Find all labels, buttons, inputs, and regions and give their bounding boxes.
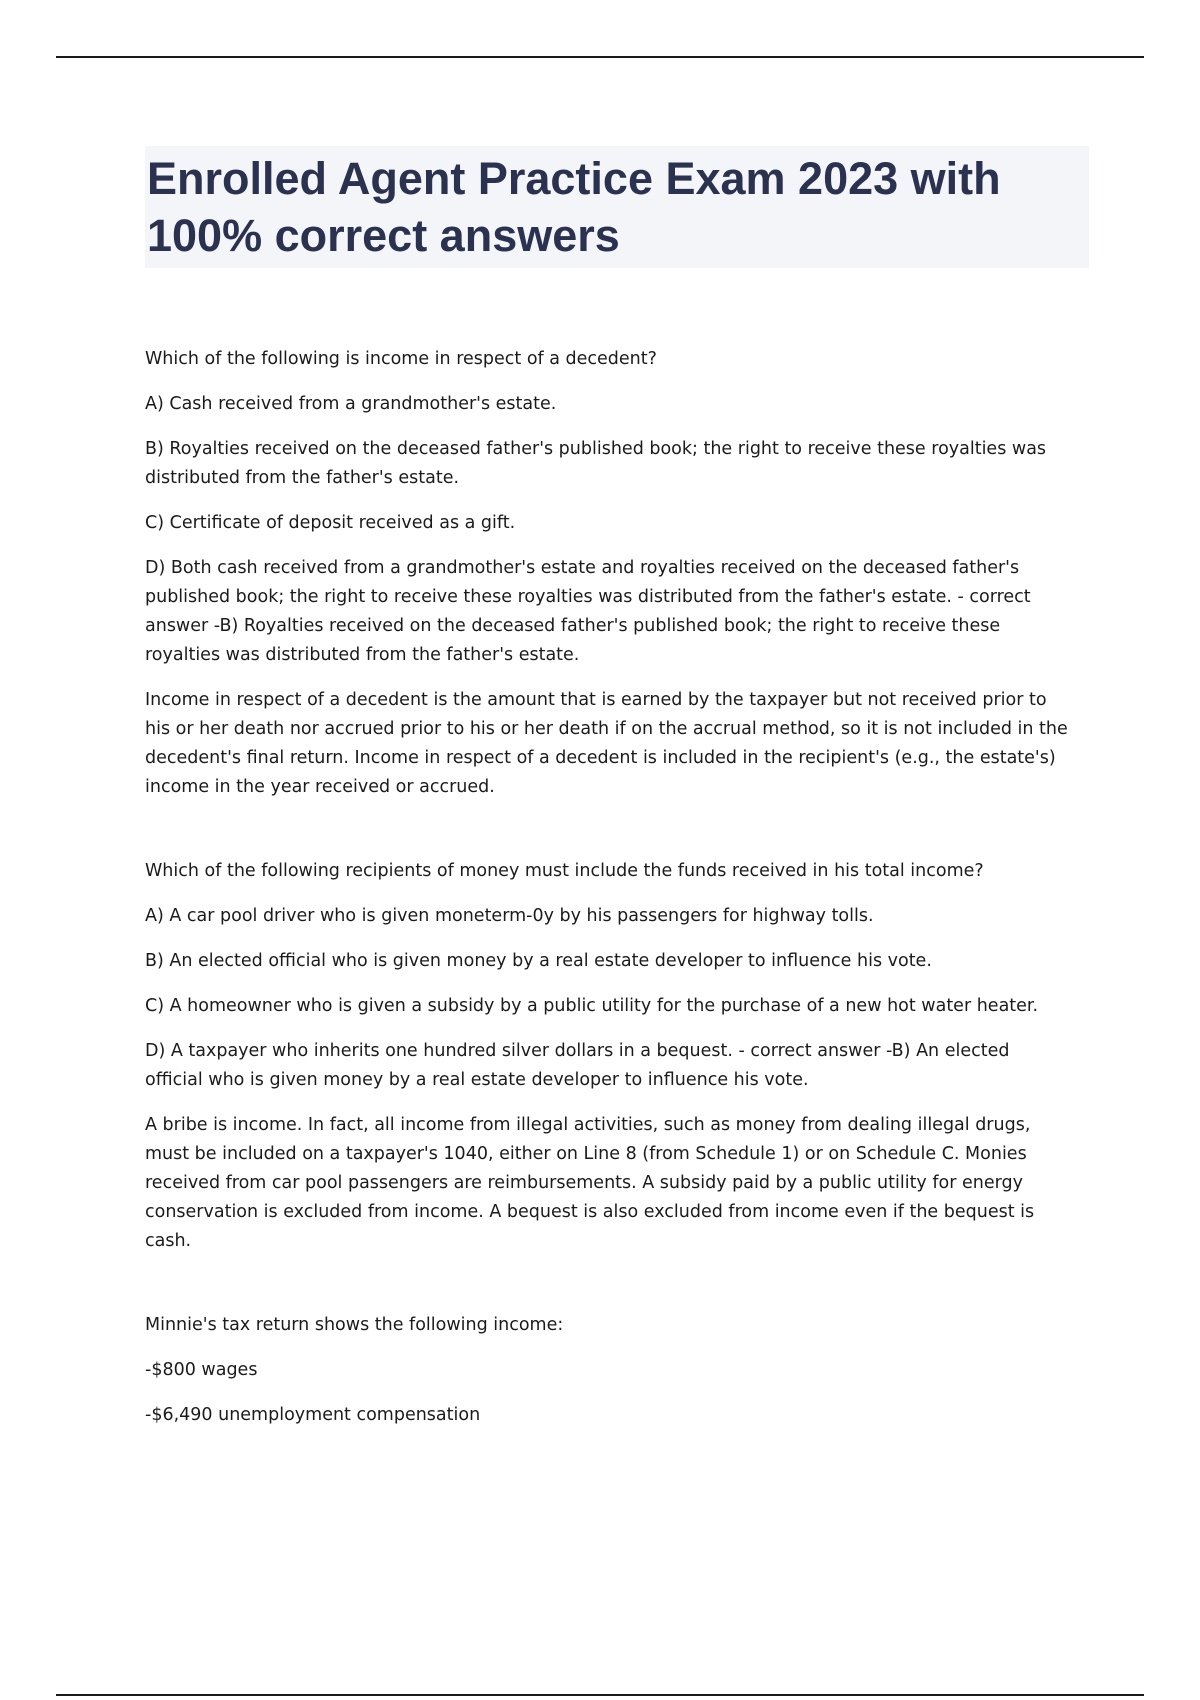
- answer-option-a: A) Cash received from a grandmother's estate.: [145, 394, 557, 414]
- answer-option-d: D) A taxpayer who inherits one hundred silver dollars in a bequest. - correct answer -B) An elected official who is given money by a real estate developer to influence his vote.: [145, 1041, 1010, 1090]
- document-body: [145, 345, 1069, 1446]
- question-text: Minnie's tax return shows the following income:: [145, 1315, 564, 1335]
- bottom-rule: [56, 1694, 1144, 1696]
- income-item: -$800 wages: [145, 1360, 258, 1380]
- top-rule: [56, 56, 1144, 58]
- question-text: Which of the following is income in respect of a decedent?: [145, 349, 657, 369]
- answer-option-c: C) A homeowner who is given a subsidy by a public utility for the purchase of a new hot water heater.: [145, 996, 1039, 1016]
- answer-option-c: C) Certificate of deposit received as a gift.: [145, 513, 516, 533]
- question-block-2: [145, 857, 1069, 1256]
- answer-option-b: B) Royalties received on the deceased father's published book; the right to receive these royalties was distributed from the father's estate.: [145, 439, 1047, 488]
- answer-option-d: D) Both cash received from a grandmother's estate and royalties received on the deceased father's published book; the right to receive these royalties was distributed from the father's estate. - correct answer -B) Royalties received on the deceased father's published book; the right to receive these royalties was distributed from the father's estate.: [145, 558, 1031, 665]
- income-item: -$6,490 unemployment compensation: [145, 1405, 481, 1425]
- document-title: Enrolled Agent Practice Exam 2023 with 100% correct answers: [147, 153, 1001, 261]
- title-block: [145, 146, 1089, 268]
- answer-option-a: A) A car pool driver who is given moneterm-0y by his passengers for highway tolls.: [145, 906, 874, 926]
- answer-option-b: B) An elected official who is given money by a real estate developer to influence his vote.: [145, 951, 932, 971]
- explanation-text: Income in respect of a decedent is the amount that is earned by the taxpayer but not received prior to his or her death nor accrued prior to his or her death if on the accrual method, so it is not included in the decedent's final return. Income in respect of a decedent is included in the recipient's (e.g., the estate's) income in the year received or accrued.: [145, 690, 1068, 797]
- question-block-1: [145, 345, 1069, 802]
- question-text: Which of the following recipients of money must include the funds received in his total income?: [145, 861, 984, 881]
- explanation-text: A bribe is income. In fact, all income from illegal activities, such as money from dealing illegal drugs, must be included on a taxpayer's 1040, either on Line 8 (from Schedule 1) or on Schedule C. Monies received from car pool passengers are reimbursements. A subsidy paid by a public utility for energy conservation is excluded from income. A bequest is also excluded from income even if the bequest is cash.: [145, 1115, 1035, 1251]
- question-block-3: [145, 1311, 1069, 1430]
